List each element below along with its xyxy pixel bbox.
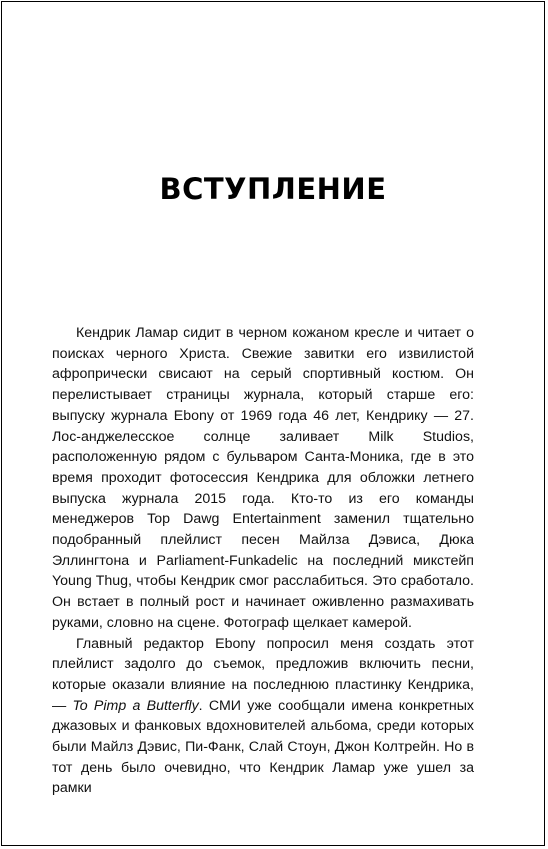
chapter-title: ВСТУПЛЕНИЕ [159, 172, 387, 206]
chapter-body [52, 323, 474, 799]
paragraph [52, 634, 474, 800]
paragraph: Кендрик Ламар сидит в черном кожаном кресле и читает о поисках черного Христа. Свежие завитки его извилистой афропрически свисают на серый спортивный костюм. Он перелистывает страницы журнала, который старше его: выпуску журнала Ebony от 1969 года 46 лет, Кендрику — 27. Лос-анджелесское солнце заливает Milk Studios, расположенную рядом с бульваром Санта-Моника, где в это время проходит фотосессия Кендрика для обложки летнего выпуска журнала 2015 года. Кто-то из его команды менеджеров Top Dawg Entertainment заменил тщательно подобранный плейлист песен Майлза Дэвиса, Дюка Эллингтона и Parliament-Funkadelic на последний микстейп Young Thug, чтобы Кендрик смог расслабиться. Это сработало. Он встает в полный рост и начинает оживленно размахивать руками, словно на сцене. Фотограф щелкает камерой. [52, 325, 474, 631]
paragraph-text: . СМИ уже сообщали имена конкретных джазовых и фанковых вдохновителей альбома, среди которых были Майлз Дэвис, Пи-Фанк, Слай Стоун, Джон Колтрейн. Но в тот день было очевидно, что Кендрик Ламар уже ушел за рамки [52, 697, 474, 797]
paragraph-text: Главный редактор Ebony попросил меня создать этот плейлист задолго до съемок, предложив включить песни, которые оказали влияние на последнюю пластинку Кендрика, — [52, 635, 474, 714]
book-page [1, 1, 545, 846]
album-title: To Pimp a Butterfly [72, 697, 199, 714]
